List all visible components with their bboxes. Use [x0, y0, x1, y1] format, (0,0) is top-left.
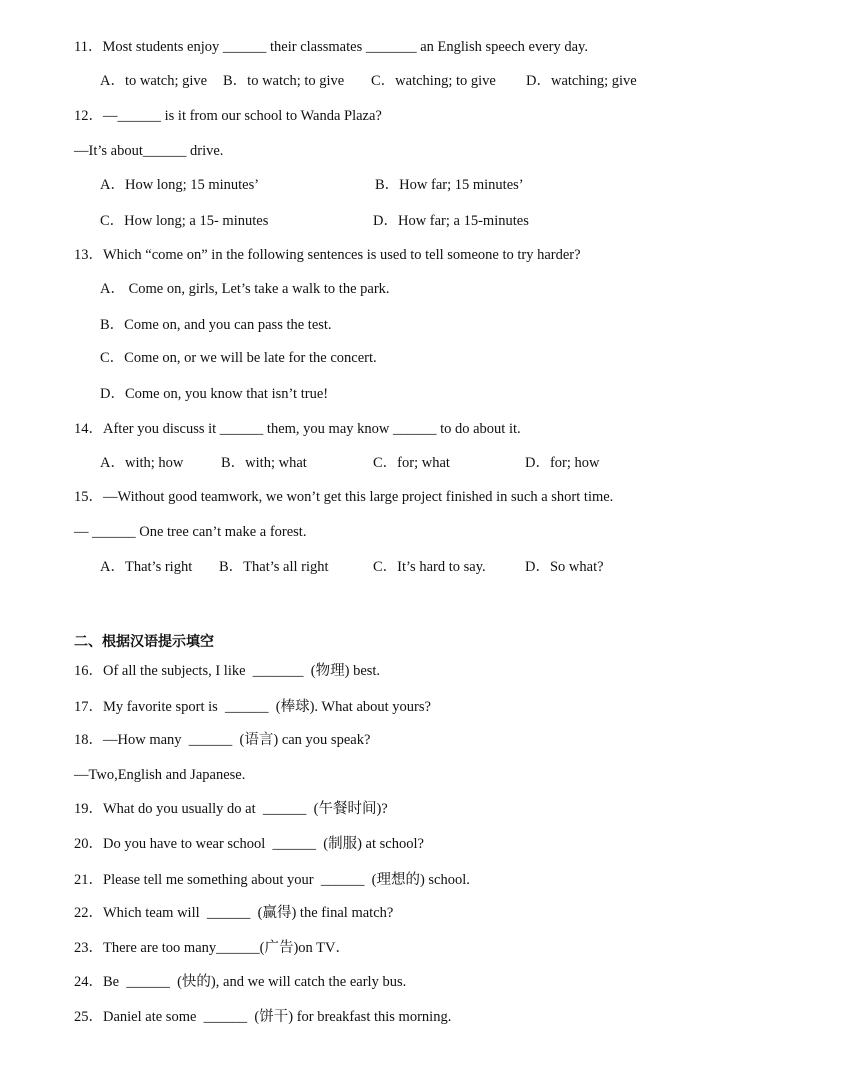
option-b: B．with; what: [221, 455, 307, 471]
option-d: D．So what?: [525, 559, 604, 575]
option-b: B．Come on, and you can pass the test.: [100, 317, 332, 333]
option-a: A．That’s right: [100, 559, 193, 575]
question-16: 16．Of all the subjects, I like _______ (物理) best.: [74, 663, 381, 679]
question-24: 24．Be ______ (快的), and we will catch the early bus.: [74, 974, 407, 990]
option-c: C．for; what: [373, 455, 450, 471]
option-d: D．watching; give: [526, 73, 637, 89]
option-b: B．to watch; to give: [223, 73, 345, 89]
question-15-stem: 15．—Without good teamwork, we won’t get this large project finished in such a short time.: [74, 489, 614, 505]
option-d: D．Come on, you know that isn’t true!: [100, 386, 329, 402]
option-b: B．That’s all right: [219, 559, 329, 575]
option-c: C．watching; to give: [371, 73, 496, 89]
option-c: C．It’s hard to say.: [373, 559, 486, 575]
question-12-line2: —It’s about______ drive.: [74, 143, 224, 159]
question-23: 23．There are too many______(广告)on TV．: [74, 940, 350, 956]
question-22: 22．Which team will ______ (赢得) the final match?: [74, 905, 394, 921]
question-11-stem: 11．Most students enjoy ______ their classmates _______ an English speech every day.: [74, 39, 588, 55]
question-14-options: [100, 454, 800, 472]
question-19: 19．What do you usually do at ______ (午餐时间)?: [74, 801, 388, 817]
question-14-stem: 14．After you discuss it ______ them, you may know ______ to do about it.: [74, 421, 521, 437]
option-a: A．to watch; give: [100, 73, 208, 89]
question-12-options-row1: [100, 176, 800, 194]
question-25: 25．Daniel ate some ______ (饼干) for breakfast this morning.: [74, 1009, 452, 1025]
option-b: B．How far; 15 minutes’: [375, 177, 524, 193]
question-18-answer: —Two,English and Japanese.: [74, 767, 246, 783]
option-c: C．How long; a 15- minutes: [100, 213, 269, 229]
question-20: 20．Do you have to wear school ______ (制服) at school?: [74, 836, 424, 852]
section-2-heading: 二、根据汉语提示填空: [74, 634, 214, 650]
question-15-line2: — ______ One tree can’t make a forest.: [74, 524, 307, 540]
question-21: 21．Please tell me something about your ______ (理想的) school.: [74, 872, 470, 888]
question-13-stem: 13．Which “come on” in the following sentences is used to tell someone to try harder?: [74, 247, 581, 263]
question-11-options: [100, 72, 800, 90]
option-d: D．How far; a 15-minutes: [373, 213, 529, 229]
option-a: A．with; how: [100, 455, 184, 471]
question-12-options-row2: [100, 212, 800, 230]
question-15-options: [100, 558, 800, 576]
option-a: A． Come on, girls, Let’s take a walk to the park.: [100, 281, 390, 297]
option-a: A．How long; 15 minutes’: [100, 177, 260, 193]
option-c: C．Come on, or we will be late for the concert.: [100, 350, 377, 366]
question-18: 18．—How many ______ (语言) can you speak?: [74, 732, 371, 748]
option-d: D．for; how: [525, 455, 600, 471]
question-17: 17．My favorite sport is ______ (棒球). What about yours?: [74, 699, 431, 715]
question-12-stem: 12．—______ is it from our school to Wanda Plaza?: [74, 108, 382, 124]
